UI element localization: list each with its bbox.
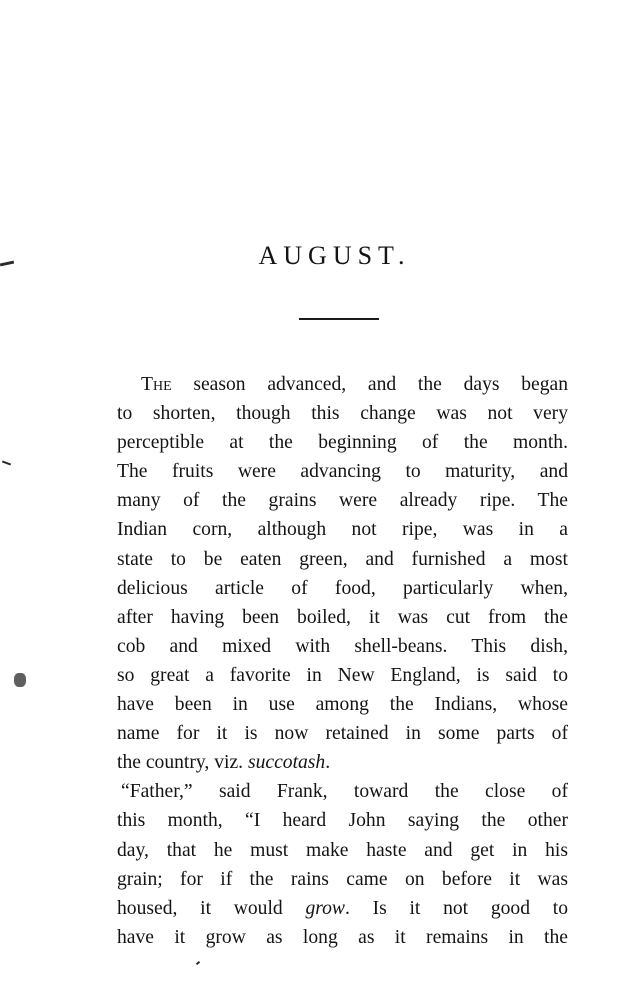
text-line: this month, “I heard John saying the other [117, 810, 568, 832]
text-line [117, 894, 568, 923]
text-line: “Father,” said Frank, toward the close of [121, 781, 568, 803]
italic-word: succotash [247, 752, 326, 774]
text-line: Indian corn, although not ripe, was in a [117, 519, 568, 541]
text-line [117, 748, 568, 777]
scan-mark [2, 461, 11, 466]
text-line: have been in use among the Indians, whose [117, 694, 568, 716]
title-divider-rule [299, 318, 379, 320]
text-fragment: housed, it would [117, 897, 306, 919]
text-fragment: season advanced, and the days began [171, 374, 568, 395]
text-line: perceptible at the beginning of the month. [117, 432, 568, 454]
text-line: so great a favorite in New England, is said to [117, 664, 568, 686]
scan-mark [196, 961, 200, 965]
text-fragment: . Is it not good to [345, 897, 568, 919]
body-text [117, 370, 568, 952]
text-line: name for it is now retained in some parts of [117, 723, 568, 745]
text-line: to shorten, though this change was not very [117, 403, 568, 425]
text-line: cob and mixed with shell-beans. This dish, [117, 635, 568, 657]
text-line: delicious article of food, particularly when, [117, 577, 568, 599]
text-line: grain; for if the rains came on before it was [117, 868, 568, 890]
text-line [117, 370, 568, 399]
text-line: day, that he must make haste and get in his [117, 839, 568, 861]
text-line: many of the grains were already ripe. The [117, 490, 568, 512]
chapter-title: AUGUST. [258, 241, 411, 270]
text-line: after having been boiled, it was cut from the [117, 606, 568, 628]
text-line: state to be eaten green, and furnished a most [117, 548, 568, 570]
text-line: The fruits were advancing to maturity, and [117, 461, 568, 483]
text-fragment: . [325, 752, 331, 774]
italic-word: grow [305, 897, 345, 919]
text-line: have it grow as long as it remains in the [117, 926, 568, 948]
text-fragment: the country, viz. [117, 752, 248, 774]
drop-word: The [141, 374, 172, 395]
scan-mark [14, 673, 26, 687]
